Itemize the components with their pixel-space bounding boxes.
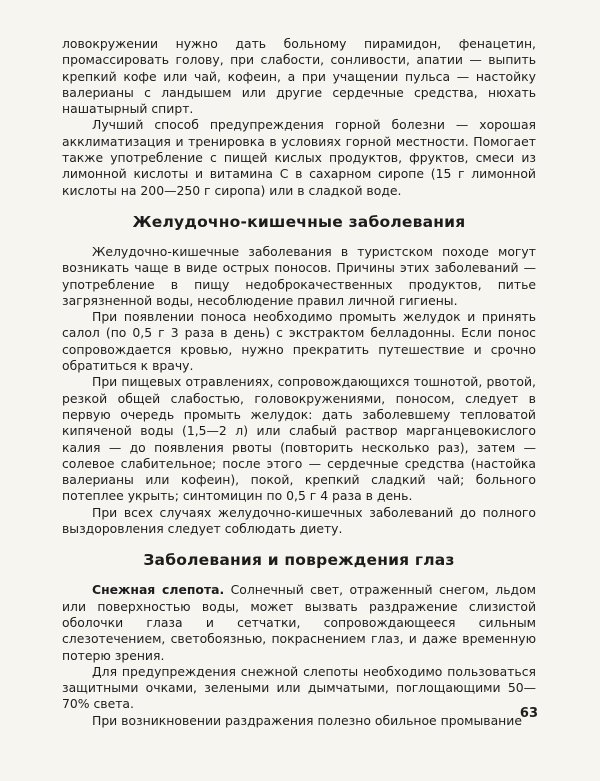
paragraph: При всех случаях желудочно-кишечных заболеваний до полного выздоровления следует соблюдать диету. — [62, 504, 536, 537]
paragraph: При возникновении раздражения полезно обильное промывание — [92, 712, 522, 728]
paragraph: При появлении поноса необходимо промыть желудок и принять салол (по 0,5 г 3 раза в день) с экстрактом белладонны. Если понос сопровождается кровью, нужно прекратить путешествие и срочно обратиться к врачу. — [62, 309, 536, 374]
paragraph: ловокружении нужно дать больному пирамидон, фенацетин, промассировать голову, при слабости, сонливости, апатии — выпить крепкий кофе или чай, кофеин, а при учащении пульса — настойку валерианы с ландышем или другие сердечные средства, нюхать нашатырный спирт. — [62, 36, 536, 117]
paragraph: Лучший способ предупреждения горной болезни — хорошая акклиматизация и тренировка в условиях горной местности. Помогает также употребление с пищей кислых продуктов, фруктов, смеси из лимонной кислоты и витамина С в сахарном сиропе (15 г лимонной кислоты на 200—250 г сиропа) или в сладкой воде. — [62, 117, 536, 198]
lead-term: Снежная слепота. — [92, 582, 225, 598]
paragraph-text: Солнечный свет, отраженный снегом, льдом или поверхностью воды, может вызвать раздражение слизистой оболочки глаза и сетчатки, сопровождающееся сильным слезотечением, светобоязнью, покраснением глаз, и даже временную потерю зрения. — [62, 582, 536, 663]
paragraph — [62, 582, 536, 663]
section-heading: Заболевания и повреждения глаз — [143, 551, 455, 570]
paragraph: Для предупреждения снежной слепоты необходимо пользоваться защитными очками, зелеными или дымчатыми, поглощающими 50—70% света. — [62, 663, 536, 712]
paragraph: Желудочно-кишечные заболевания в туристском походе могут возникать чаще в виде острых поносов. Причины этих заболеваний — употребление в пищу недоброкачественных продуктов, питье загрязненной воды, несоблюдение правил личной гигиены. — [62, 243, 536, 308]
section-heading: Желудочно-кишечные заболевания — [132, 212, 466, 231]
paragraph: При пищевых отравлениях, сопровождающихся тошнотой, рвотой, резкой общей слабостью, головокружениями, поносом, следует в первую очередь промыть желудок: дать заболевшему тепловатой кипяченой воды (1,5—2 л) или слабый раствор марганцевокислого калия — до появления рвоты (повторить несколько раз), затем — солевое слабительное; после этого — сердечные средства (настойка валерианы или кофеин), покой, крепкий сладкий чай; больного потеплее укрыть; синтомицин по 0,5 г 4 раза в день. — [62, 374, 536, 504]
page-number: 63 — [519, 706, 538, 721]
